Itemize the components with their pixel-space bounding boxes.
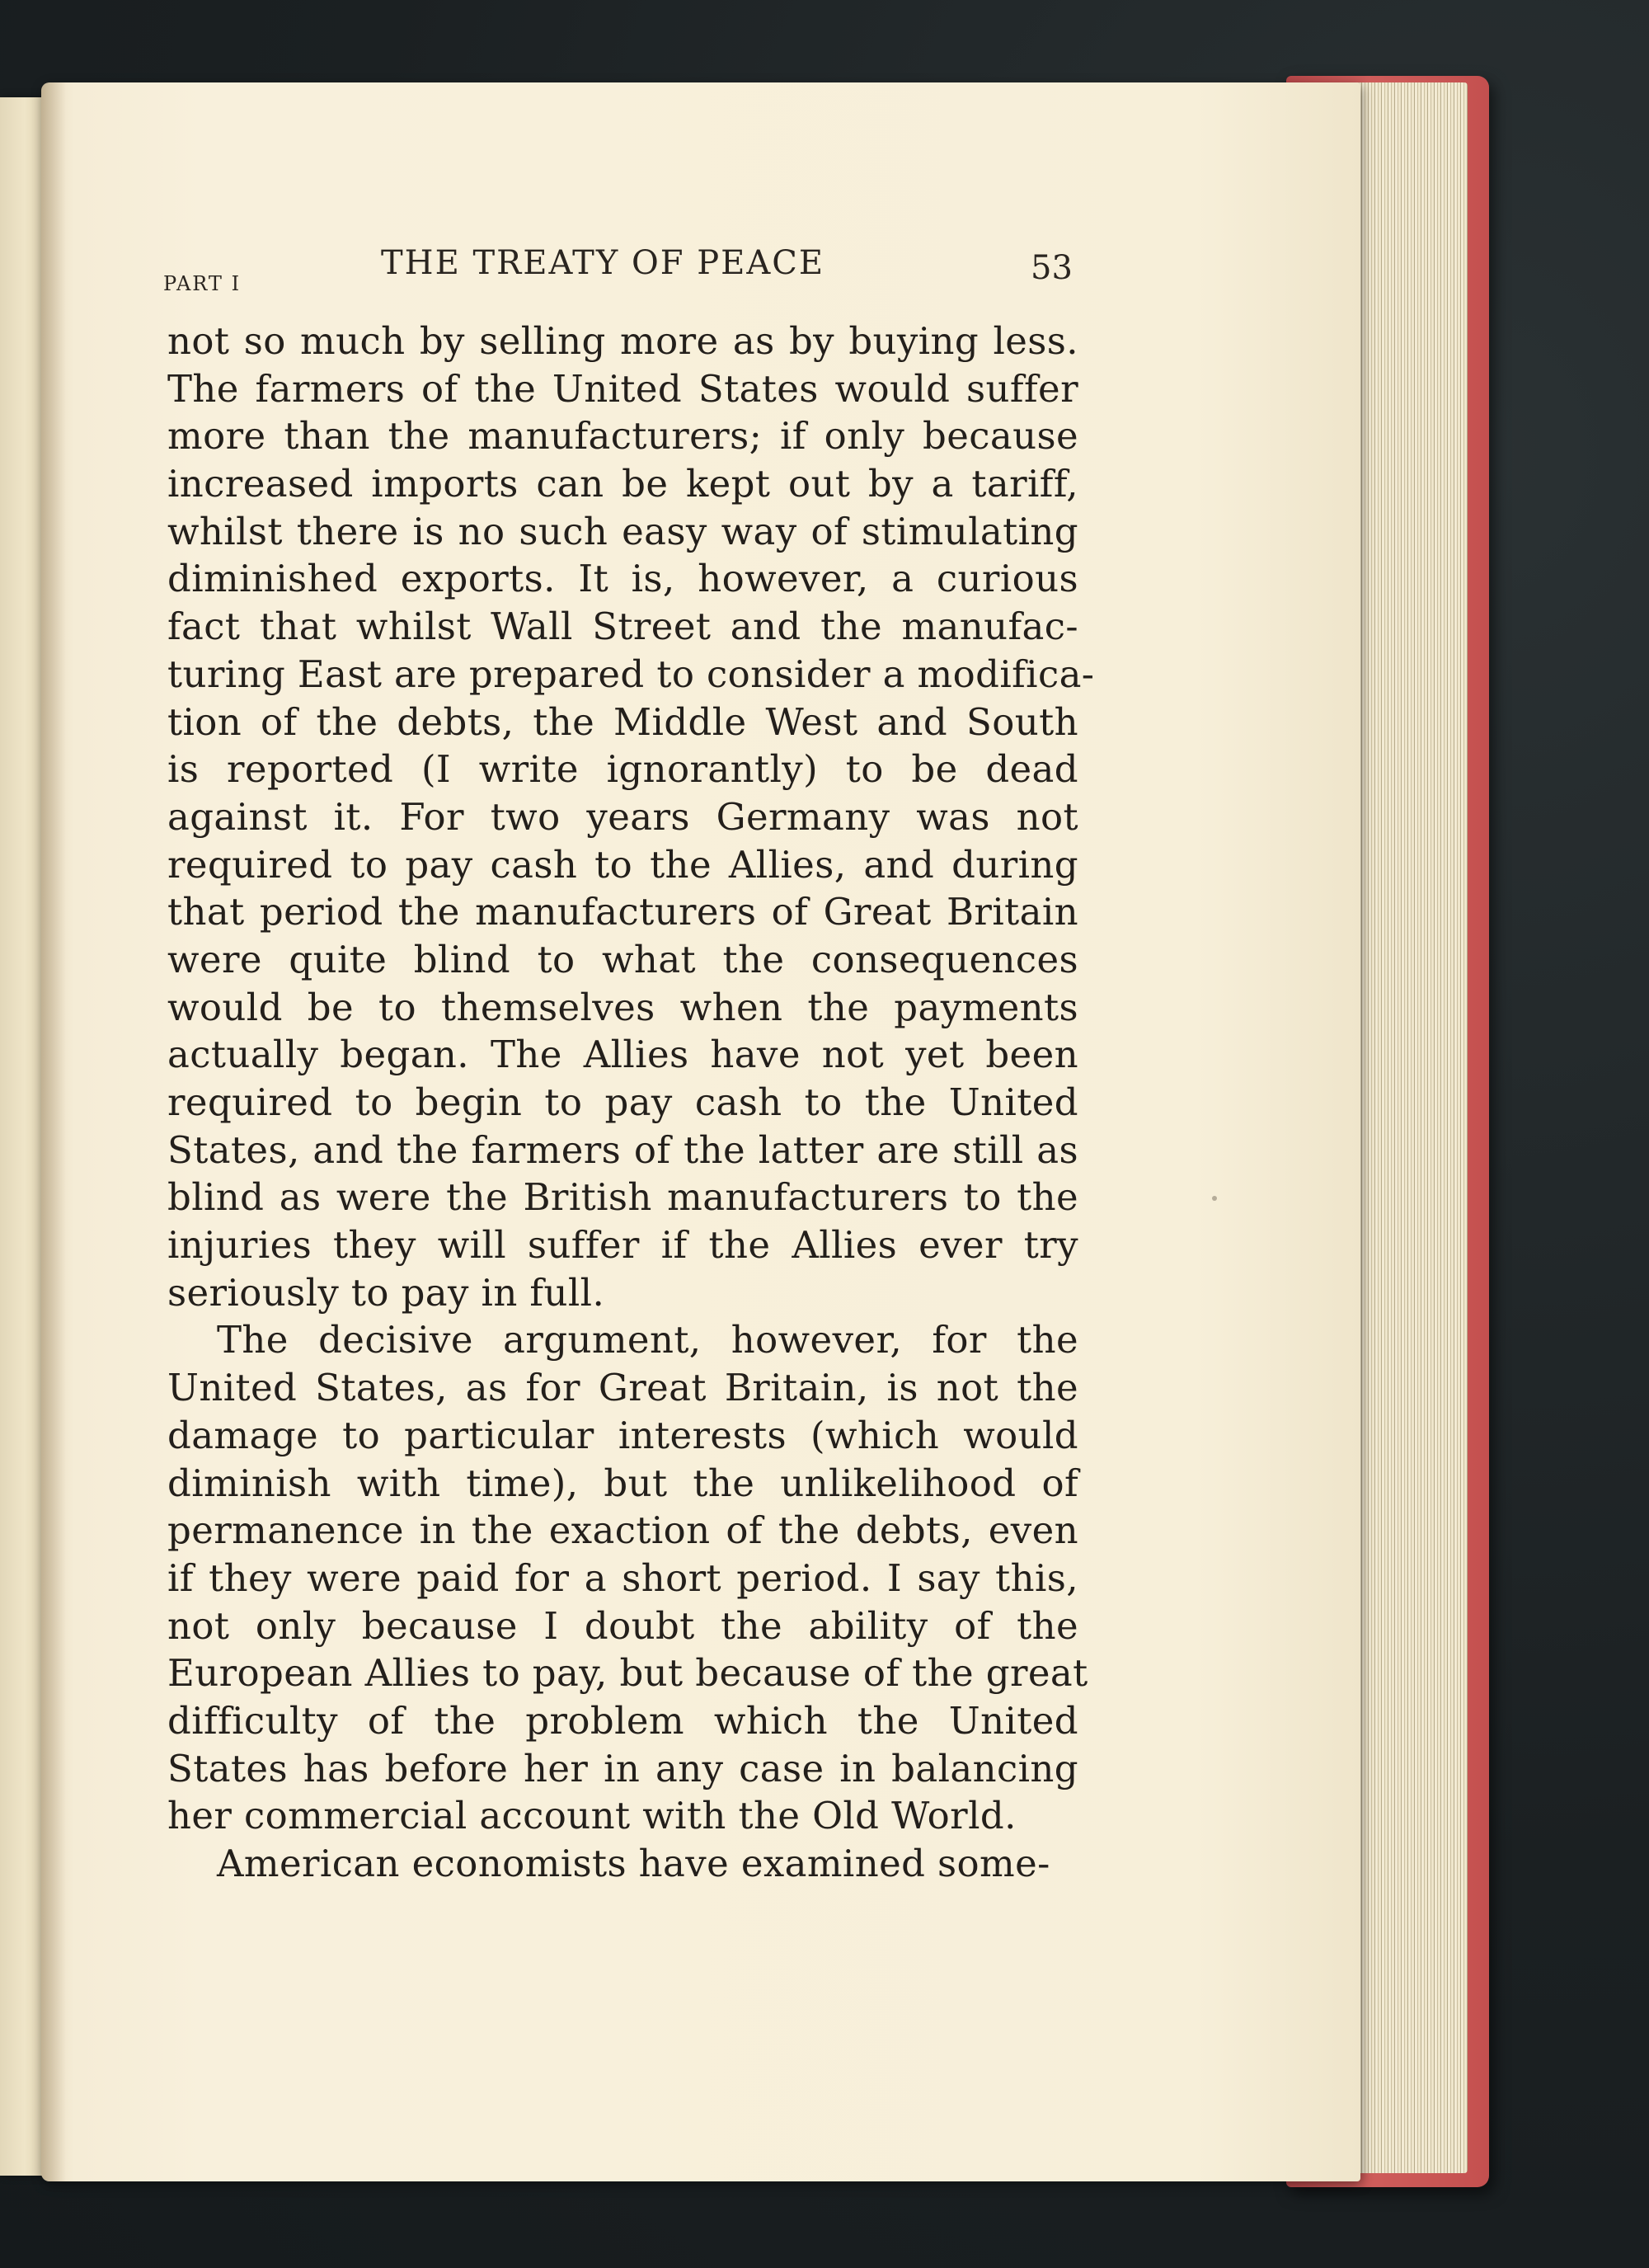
page-number: 53 [1031,249,1073,287]
text-line: blind as were the British manufacturers to the [167,1175,1078,1220]
text-line: increased imports can be kept out by a tariff, [167,462,1078,506]
text-line: required to begin to pay cash to the United [167,1080,1078,1124]
text-line: States has before her in any case in balancing [167,1746,1078,1790]
text-line: The decisive argument, however, for the [217,1318,1078,1362]
text-line: States, and the farmers of the latter are still as [167,1127,1078,1172]
text-line: The farmers of the United States would suffer [167,366,1078,411]
text-line: against it. For two years Germany was not [167,794,1078,839]
paper-speck [1212,1196,1217,1201]
text-line: permanence in the exaction of the debts, even [167,1508,1078,1553]
running-head [163,239,1073,295]
text-line: would be to themselves when the payments [167,985,1078,1029]
text-line: European Allies to pay, but because of the great [167,1651,1088,1696]
text-line: fact that whilst Wall Street and the manufac- [167,605,1078,649]
gutter-shadow [41,82,66,2181]
text-line: is reported (I write ignorantly) to be dead [167,747,1078,792]
text-line: if they were paid for a short period. I say this, [167,1555,1078,1600]
text-line: diminish with time), but the unlikelihood of [167,1461,1078,1505]
text-line: actually began. The Allies have not yet been [167,1033,1078,1077]
body-text [167,318,1095,1888]
text-line: that period the manufacturers of Great Britain [167,890,1078,934]
text-line: not only because I doubt the ability of the [167,1603,1078,1648]
text-line: diminished exports. It is, however, a curious [167,557,1078,601]
text-line: injuries they will suffer if the Allies ever try [167,1223,1078,1268]
text-line: were quite blind to what the consequences [167,937,1078,981]
text-line: United States, as for Great Britain, is not the [167,1366,1078,1410]
text-line: American economists have examined some- [217,1842,1050,1885]
text-line: not so much by selling more as by buying less. [167,319,1078,363]
text-line: whilst there is no such easy way of stimulating [167,509,1078,553]
text-line: seriously to pay in full. [167,1270,605,1315]
text-line: her commercial account with the Old World. [167,1794,1017,1838]
running-head-title: THE TREATY OF PEACE [381,244,825,282]
text-line: turing East are prepared to consider a modifica- [167,652,1095,696]
text-line: tion of the debts, the Middle West and South [167,699,1078,744]
text-line: damage to particular interests (which would [167,1413,1078,1457]
text-line: difficulty of the problem which the United [167,1698,1078,1743]
text-line: more than the manufacturers; if only because [167,414,1078,459]
running-head-part: PART I [163,272,242,295]
text-line: required to pay cash to the Allies, and during [167,842,1078,887]
